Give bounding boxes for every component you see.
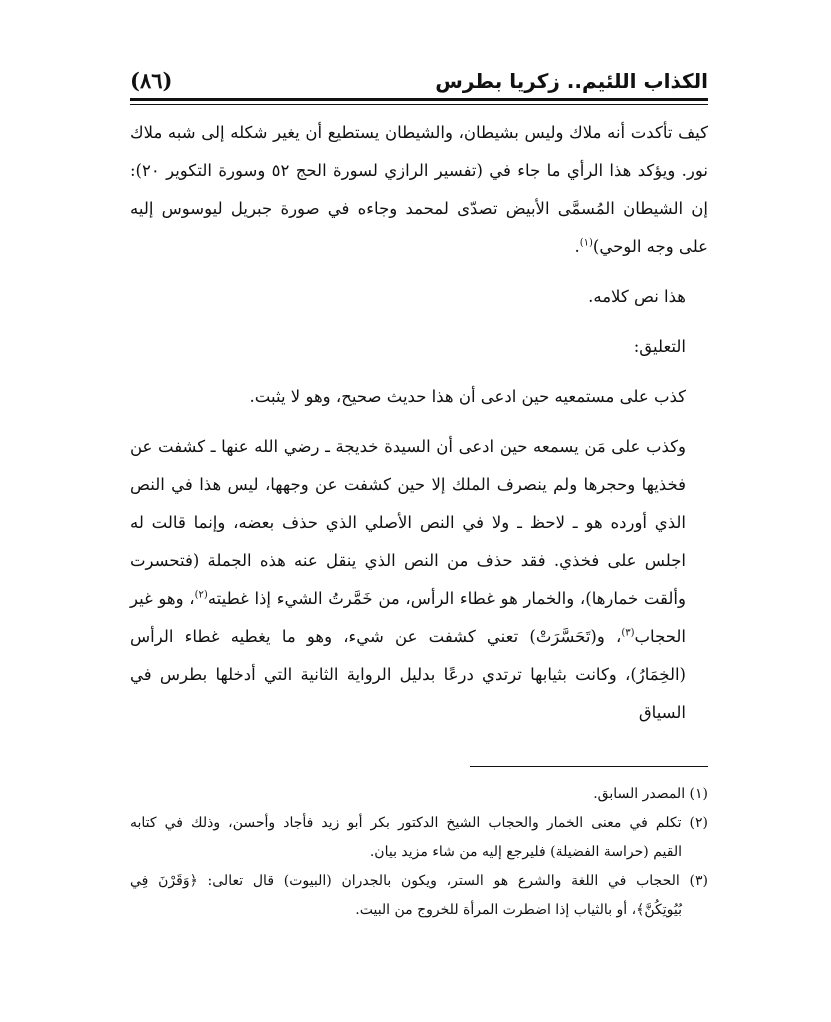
paragraph-5 [130, 428, 708, 732]
footnotes [130, 780, 708, 925]
paragraph-5-text-b: ، وهو غير الحجاب [130, 589, 686, 646]
book-title: الكذاب اللئيم.. زكريا بطرس [435, 69, 708, 93]
footnote-1: (١) المصدر السابق. [593, 786, 708, 802]
page-header [130, 64, 708, 98]
footnote-ref-1: (١) [579, 237, 593, 249]
paragraph-1-end: . [574, 237, 580, 256]
paragraph-3: التعليق: [633, 337, 686, 356]
paragraph-5-text-c: ، و(تَحَسَّرَتْ) تعني كشفت عن شيء، وهو ما يغطيه غطاء الرأس (الخِمَارُ)، وكانت بثيابها ترتدي درعًا بدليل الرواية الثانية التي أدخلها بطرس في السياق [130, 627, 686, 722]
footnote-ref-2: (٢) [194, 589, 208, 601]
paragraph-1 [130, 114, 708, 266]
paragraph-1-text: كيف تأكدت أنه ملاك وليس بشيطان، والشيطان يستطيع أن يغير شكله إلى شبه ملاك نور. ويؤكد هذا الرأي ما جاء في (تفسير الرازي لسورة الحج ٥٢ وسورة التكوير ٢٠): إن الشيطان المُسمَّى الأبيض تصدّى لمحمد وجاءه في صورة جبريل ليوسوس إليه على وجه الوحي) [130, 123, 709, 256]
footnote-ref-3: (٣) [621, 627, 635, 639]
page-number: (٨٦) [130, 68, 173, 93]
footnote-separator [470, 766, 708, 767]
header-rule-thick [130, 98, 708, 101]
footnote-3: (٣) الحجاب في اللغة والشرع هو الستر، ويكون بالجدران (البيوت) قال تعالى: ﴿وَقَرْنَ فِي [130, 873, 708, 889]
footnote-2: (٢) تكلم في معنى الخمار والحجاب الشيخ الدكتور بكر أبو زيد فأجاد وأحسن، وذلك في كتابه [130, 815, 708, 831]
header-rule-thin [130, 104, 708, 105]
paragraph-2: هذا نص كلامه. [588, 287, 686, 306]
footnote-3-continued: بُيُوتِكُنَّ﴾، أو بالثياب إذا اضطرت المرأة للخروج من البيت. [355, 902, 682, 918]
body-text [130, 114, 708, 732]
paragraph-5-text-a: وكذب على مَن يسمعه حين ادعى أن السيدة خديجة ـ رضي الله عنها ـ كشفت عن فخذيها وحجرها ولم ينصرف الملك إلا حين كشفت عن وجهها، ليس هذا في النص الذي أورده هو ـ لاحظ ـ ولا في النص الأصلي الذي حذف بعضه، وإنما قالت له اجلس على فخذي. فقد حذف من النص الذي ينقل عنه هذه الجملة (فتحسرت وألقت خمارها)، والخمار هو غطاء الرأس، من خَمَّرتُ الشيء إذا غطيته [130, 437, 686, 608]
footnote-2-continued: القيم (حراسة الفضيلة) فليرجع إليه من شاء مزيد بيان. [369, 844, 682, 860]
paragraph-4: كذب على مستمعيه حين ادعى أن هذا حديث صحيح، وهو لا يثبت. [249, 387, 686, 406]
